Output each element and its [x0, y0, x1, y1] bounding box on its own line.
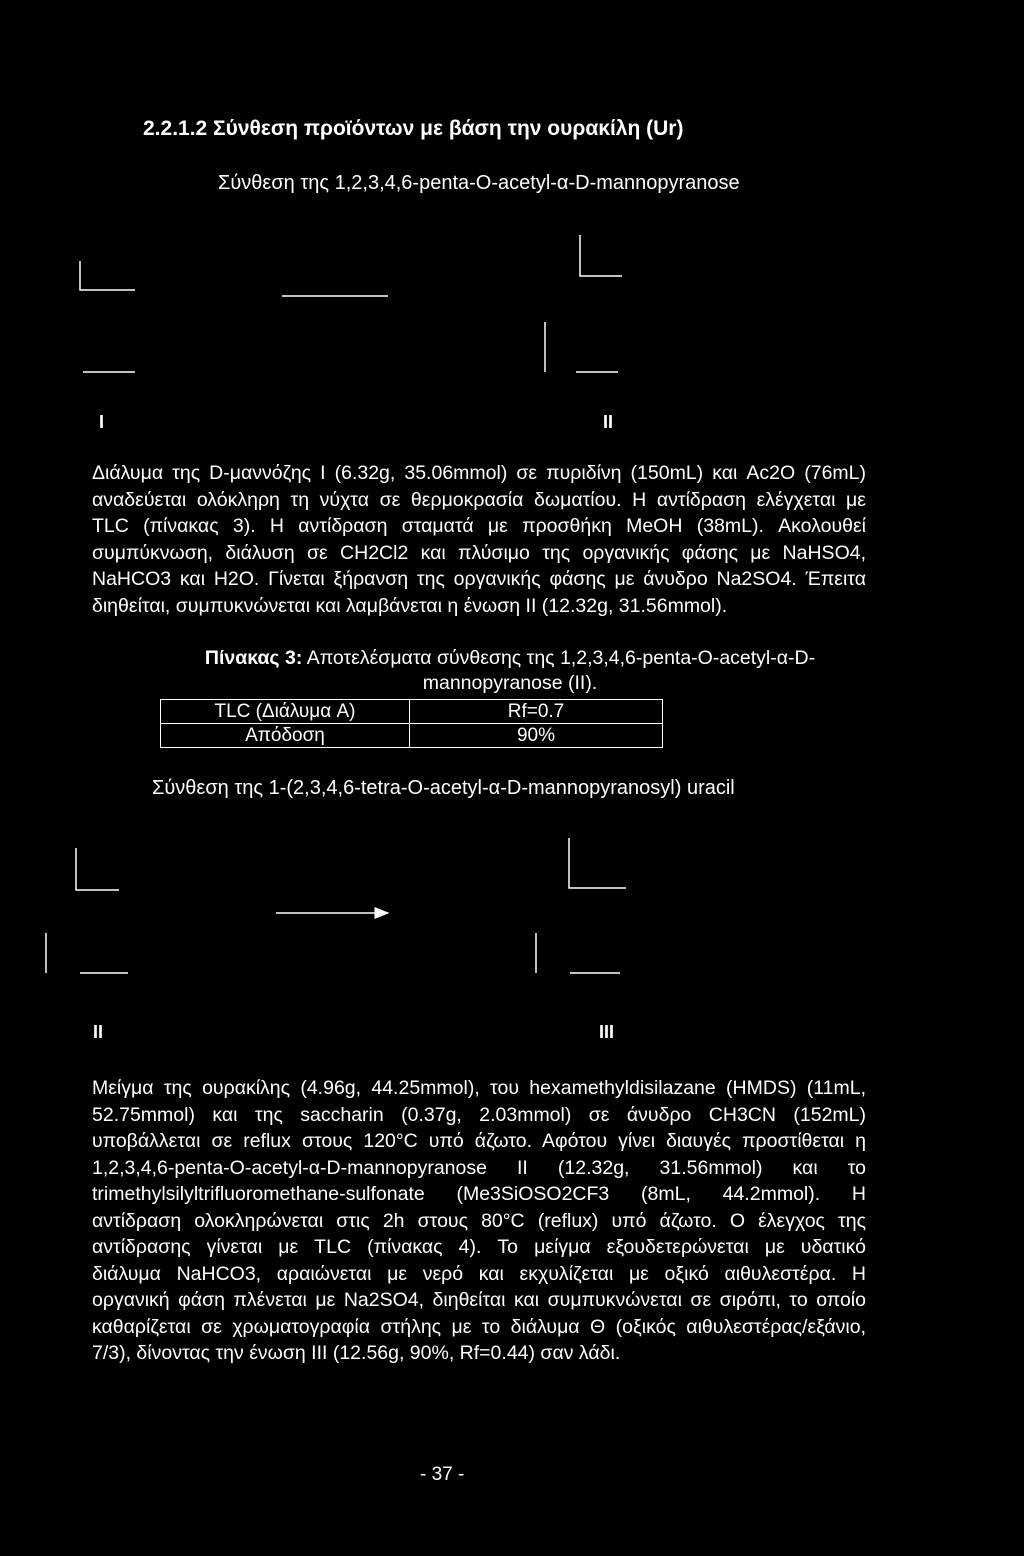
synthesis1-title: Σύνθεση της 1,2,3,4,6-penta-O-acetyl-α-D-mannopyranose	[218, 172, 740, 194]
scheme1-structures	[0, 225, 1024, 450]
scheme1-product-fragment	[580, 235, 622, 276]
table3	[160, 699, 663, 748]
synthesis1-line: NaHCO3 και H2O. Γίνεται ξήρανση της οργανικής φάσης με άνυδρο Na2SO4. Έπειτα	[92, 568, 866, 590]
synthesis2-line: καθαρίζεται σε χρωματογραφία στήλης με το διάλυμα Θ (οξικός αιθυλεστέρας/εξάνιο,	[92, 1315, 866, 1338]
synthesis2-line: οργανική φάση πλένεται με Na2SO4, διηθείται και συμπυκνώνεται σε σιρόπι, το οποίο	[92, 1289, 866, 1311]
page-number: - 37 -	[420, 1464, 465, 1485]
table-cell-param: Απόδοση	[161, 724, 410, 748]
table3-caption	[200, 646, 820, 696]
synthesis2-line: trimethylsilyltrifluoromethane-sulfonate (Me3SiOSO2CF3 (8mL, 44.2mmol). Η	[92, 1183, 866, 1205]
synthesis2-line: αντίδρασης γίνεται με TLC (πίνακας 4). Το μείγμα εξουδετερώνεται με υδατικό	[92, 1236, 866, 1258]
synthesis2-line: διάλυμα NaHCO3, αραιώνεται με νερό και εκχυλίζεται με οξικό αιθυλεστέρα. Η	[92, 1262, 866, 1285]
synthesis2-paragraph	[92, 1075, 866, 1367]
synthesis1-paragraph	[92, 460, 866, 619]
table-cell-value: 90%	[410, 724, 663, 748]
synthesis1-line: διηθείται, συμπυκνώνεται και λαμβάνεται η ένωση II (12.32g, 31.56mmol).	[92, 594, 728, 617]
table-cell-param: TLC (Διάλυμα A)	[161, 700, 410, 724]
table-cell-value: Rf=0.7	[410, 700, 663, 724]
table-row	[161, 724, 663, 748]
compound-label-III: III	[599, 1022, 615, 1042]
table3-caption-label: Πίνακας 3:	[204, 647, 303, 669]
synthesis2-line: υποβάλλεται σε reflux στους 120°C υπό άζωτο. Αφότου γίνει διαυγές προστίθεται η	[92, 1130, 866, 1152]
table3-caption-text: Αποτελέσματα σύνθεσης της 1,2,3,4,6-penta-O-acetyl-α-D-mannopyranose (II).	[306, 647, 816, 694]
synthesis1-line: Διάλυμα της D-μαννόζης I (6.32g, 35.06mmol) σε πυριδίνη (150mL) και Ac2O (76mL)	[92, 462, 866, 484]
synthesis1-line: αναδεύεται ολόκληρη τη νύχτα σε θερμοκρασία δωματίου. Η αντίδραση ελέγχεται με	[92, 488, 866, 511]
section-heading: 2.2.1.2 Σύνθεση προϊόντων με βάση την ουρακίλη (Ur)	[143, 117, 684, 140]
table-row	[161, 700, 663, 724]
scheme2-start-fragment	[76, 848, 119, 890]
scheme2-product-fragment	[569, 838, 626, 888]
compound-label-II: II	[93, 1022, 104, 1042]
synthesis1-line: συμπύκνωση, διάλυση σε CH2Cl2 και πλύσιμο της οργανικής φάσης με NaHSO4,	[92, 541, 866, 564]
compound-label-I: I	[99, 412, 105, 432]
scheme2-structures	[0, 830, 1024, 1030]
synthesis1-line: TLC (πίνακας 3). Η αντίδραση σταματά με προσθήκη MeOH (38mL). Ακολουθεί	[92, 515, 866, 537]
synthesis2-line: Μείγμα της ουρακίλης (4.96g, 44.25mmol), του hexamethyldisilazane (HMDS) (11mL,	[92, 1077, 866, 1099]
synthesis2-line: αντίδραση ολοκληρώνεται στις 2h στους 80°C (reflux) υπό άζωτο. Ο έλεγχος της	[92, 1209, 866, 1232]
scheme1-mannose-fragment	[80, 261, 135, 290]
synthesis2-line: 7/3), δίνοντας την ένωση III (12.56g, 90%, Rf=0.44) σαν λάδι.	[92, 1342, 621, 1364]
compound-label-II: II	[603, 412, 614, 432]
synthesis2-title: Σύνθεση της 1-(2,3,4,6-tetra-O-acetyl-α-D-mannopyranosyl) uracil	[152, 777, 735, 799]
synthesis2-line: 52.75mmol) και της saccharin (0.37g, 2.03mmol) σε άνυδρο CH3CN (152mL)	[92, 1103, 866, 1126]
synthesis2-line: 1,2,3,4,6-penta-O-acetyl-α-D-mannopyranose II (12.32g, 31.56mmol) και το	[92, 1156, 866, 1179]
